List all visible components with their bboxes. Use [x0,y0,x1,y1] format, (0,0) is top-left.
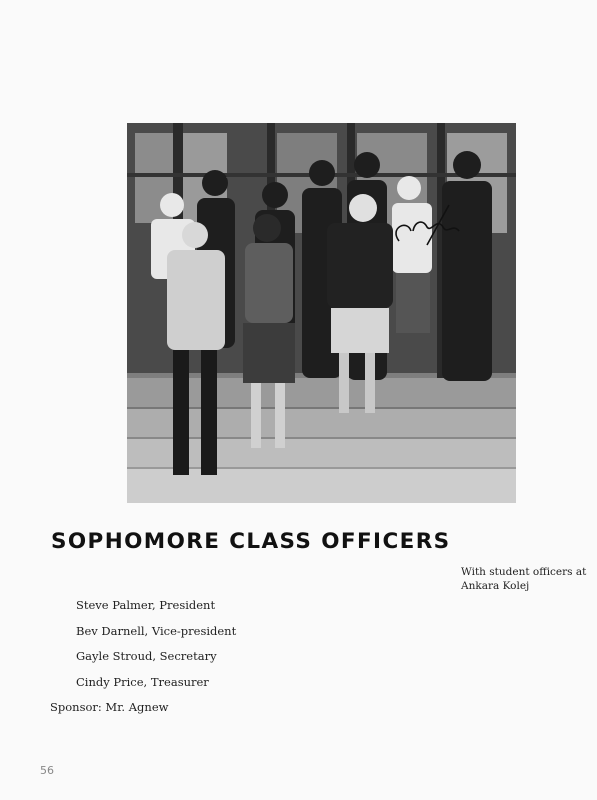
officer-vice-president: Bev Darnell, Vice-president [76,624,237,638]
officer-treasurer: Cindy Price, Treasurer [76,675,209,689]
officer-secretary: Gayle Stroud, Secretary [76,649,217,663]
page-number: 56 [40,764,54,777]
caption-line-1: With student officers at [461,566,587,578]
page-title: SOPHOMORE CLASS OFFICERS [51,529,451,554]
sponsor-line: Sponsor: Mr. Agnew [50,700,169,714]
officer-president: Steve Palmer, President [76,598,216,612]
caption-line-2: Ankara Kolej [461,580,530,592]
group-photo-illustration [127,123,516,503]
group-photo [127,123,516,503]
photo-caption [461,565,586,593]
